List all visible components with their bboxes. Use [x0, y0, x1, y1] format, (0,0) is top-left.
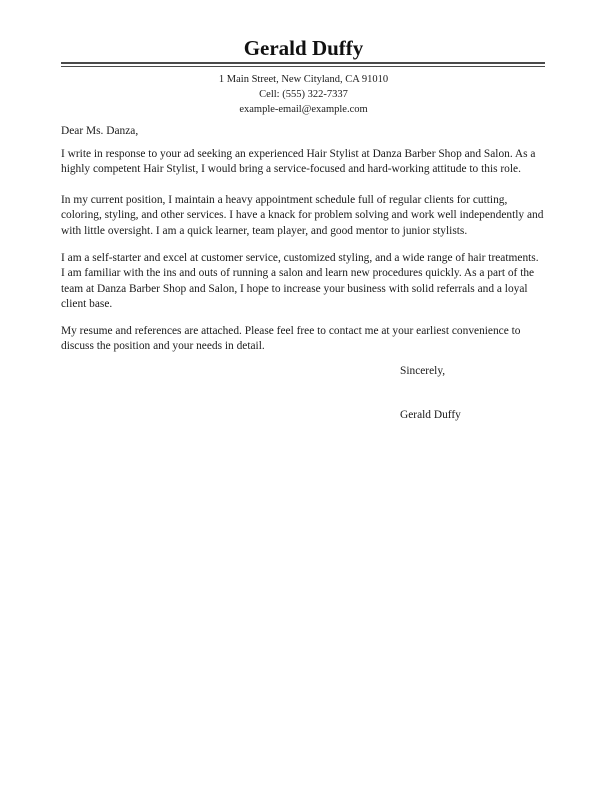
paragraph-line: In my current position, I maintain a heavy appointment schedule full of regular clients for cutting, — [61, 194, 508, 206]
header-rule-thick — [61, 62, 545, 64]
address-line: 1 Main Street, New Cityland, CA 91010 — [218, 74, 389, 85]
paragraph-line: coloring, styling, and other services. I have a knack for problem solving and work well independently and — [61, 209, 544, 222]
phone-line: Cell: (555) 322-7337 — [259, 89, 348, 100]
paragraph-line: discuss the position and your needs in detail. — [61, 340, 265, 353]
paragraph-skills — [61, 251, 561, 313]
email-line: example-email@example.com — [239, 104, 368, 115]
paragraph-line: I am a self-starter and excel at customer service, customized styling, and a wide range of hair treatments. — [61, 252, 539, 264]
salutation: Dear Ms. Danza, — [61, 125, 139, 137]
paragraph-line: client base. — [61, 298, 113, 311]
paragraph-line: highly competent Hair Stylist, I would bring a service-focused and hard-working attitude to this role. — [61, 163, 521, 176]
signature-name: Gerald Duffy — [400, 409, 461, 421]
paragraph-intro — [61, 147, 561, 178]
paragraph-line: with little oversight. I am a quick learner, team player, and good mentor to junior stylists. — [61, 224, 468, 237]
sender-name-heading: Gerald Duffy — [243, 36, 364, 60]
paragraph-experience — [61, 193, 561, 239]
valediction: Sincerely, — [400, 365, 446, 377]
paragraph-line: I am familiar with the ins and outs of running a salon and learn new procedures quickly. As a part of the — [61, 267, 535, 280]
paragraph-line: I write in response to your ad seeking an experienced Hair Stylist at Danza Barber Shop and Salon. As a — [61, 148, 536, 160]
paragraph-line: My resume and references are attached. Please feel free to contact me at your earliest convenience to — [61, 325, 521, 337]
paragraph-closing — [61, 324, 561, 355]
contact-block — [0, 72, 607, 117]
header-rule-thin — [61, 66, 545, 67]
paragraph-line: team at Danza Barber Shop and Salon, I hope to increase your business with solid referrals and a loyal — [61, 282, 528, 295]
